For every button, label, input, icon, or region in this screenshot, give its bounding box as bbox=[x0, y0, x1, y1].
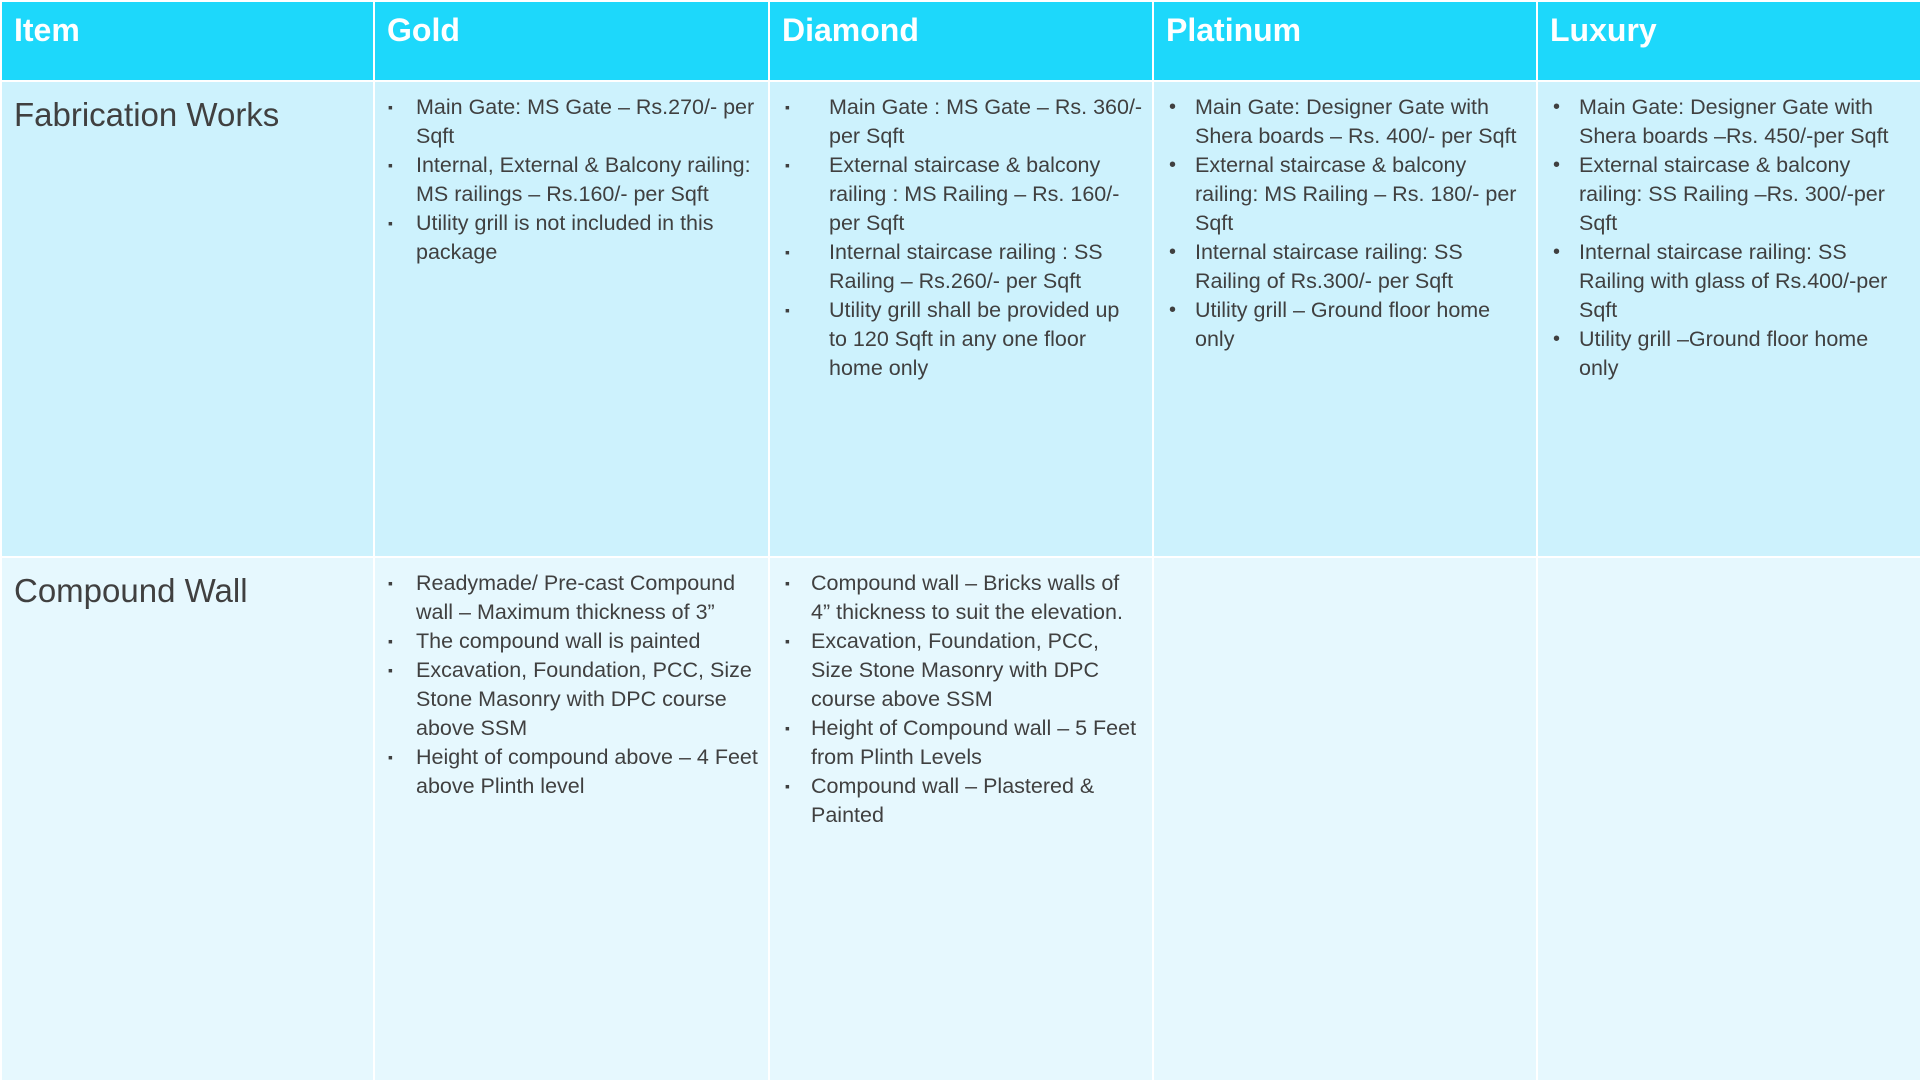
spec-item bbox=[388, 743, 759, 801]
header-platinum: Platinum bbox=[1153, 1, 1537, 81]
spec-text: Compound wall – Bricks walls of 4” thickness to suit the elevation. bbox=[811, 571, 1123, 624]
compound-luxury-cell bbox=[1537, 557, 1920, 1080]
header-gold: Gold bbox=[374, 1, 769, 81]
header-luxury: Luxury bbox=[1537, 1, 1920, 81]
spec-item bbox=[785, 772, 1143, 830]
spec-text: Compound wall – Plastered & Painted bbox=[811, 774, 1095, 827]
square-bullet-icon: ▪ bbox=[388, 215, 393, 231]
fabrication-luxury-cell bbox=[1537, 81, 1920, 557]
spec-text: Excavation, Foundation, PCC, Size Stone Masonry with DPC course above SSM bbox=[416, 658, 752, 740]
spec-text: Utility grill –Ground floor home only bbox=[1579, 327, 1869, 380]
spec-item bbox=[1553, 238, 1911, 325]
spec-text: Utility grill is not included in this package bbox=[416, 211, 714, 264]
spec-list bbox=[771, 559, 1151, 830]
square-bullet-icon: ▪ bbox=[388, 662, 393, 678]
spec-text: Readymade/ Pre-cast Compound wall – Maximum thickness of 3” bbox=[416, 571, 736, 624]
spec-text: Utility grill shall be provided up to 120 Sqft in any one floor home only bbox=[829, 298, 1120, 380]
spec-item bbox=[785, 627, 1143, 714]
spec-text: External staircase & balcony railing: MS Railing – Rs. 180/- per Sqft bbox=[1195, 153, 1517, 235]
spec-item bbox=[1553, 151, 1911, 238]
spec-item bbox=[1553, 93, 1911, 151]
spec-text: Internal staircase railing: SS Railing with glass of Rs.400/-per Sqft bbox=[1579, 240, 1888, 322]
round-bullet-icon: • bbox=[1553, 96, 1561, 118]
spec-list bbox=[1539, 83, 1919, 383]
spec-item bbox=[388, 209, 759, 267]
spec-item bbox=[785, 238, 1143, 296]
item-compound-wall: Compound Wall bbox=[1, 557, 374, 1080]
fabrication-platinum-cell bbox=[1153, 81, 1537, 557]
header-diamond: Diamond bbox=[769, 1, 1153, 81]
spec-text: Internal, External & Balcony railing: MS railings – Rs.160/- per Sqft bbox=[416, 153, 751, 206]
spec-item bbox=[785, 93, 1143, 151]
round-bullet-icon: • bbox=[1553, 154, 1561, 176]
item-fabrication-works: Fabrication Works bbox=[1, 81, 374, 557]
spec-list bbox=[1155, 83, 1535, 354]
square-bullet-icon: ▪ bbox=[785, 575, 790, 591]
spec-text: Excavation, Foundation, PCC, Size Stone Masonry with DPC course above SSM bbox=[811, 629, 1100, 711]
row-fabrication-works bbox=[1, 81, 1920, 557]
round-bullet-icon: • bbox=[1169, 241, 1177, 263]
square-bullet-icon: ▪ bbox=[388, 99, 393, 115]
square-bullet-icon: ▪ bbox=[388, 749, 393, 765]
square-bullet-icon: ▪ bbox=[388, 157, 393, 173]
square-bullet-icon: ▪ bbox=[785, 99, 790, 115]
compound-diamond-cell bbox=[769, 557, 1153, 1080]
spec-item bbox=[388, 569, 759, 627]
row-compound-wall bbox=[1, 557, 1920, 1080]
spec-item bbox=[1169, 93, 1527, 151]
spec-item bbox=[1169, 151, 1527, 238]
spec-text: Internal staircase railing: SS Railing of Rs.300/- per Sqft bbox=[1195, 240, 1463, 293]
fabrication-gold-cell bbox=[374, 81, 769, 557]
square-bullet-icon: ▪ bbox=[785, 633, 790, 649]
header-item: Item bbox=[1, 1, 374, 81]
spec-list bbox=[376, 83, 767, 267]
spec-list bbox=[376, 559, 767, 801]
square-bullet-icon: ▪ bbox=[785, 244, 790, 260]
round-bullet-icon: • bbox=[1553, 241, 1561, 263]
round-bullet-icon: • bbox=[1169, 96, 1177, 118]
spec-list bbox=[771, 83, 1151, 383]
round-bullet-icon: • bbox=[1169, 299, 1177, 321]
square-bullet-icon: ▪ bbox=[785, 302, 790, 318]
spec-text: External staircase & balcony railing : MS Railing – Rs. 160/- per Sqft bbox=[829, 153, 1120, 235]
spec-item bbox=[388, 627, 759, 656]
spec-item bbox=[388, 656, 759, 743]
spec-text: Main Gate : MS Gate – Rs. 360/- per Sqft bbox=[829, 95, 1143, 148]
spec-text: Height of Compound wall – 5 Feet from Plinth Levels bbox=[811, 716, 1137, 769]
spec-text: The compound wall is painted bbox=[416, 629, 701, 653]
spec-text: Height of compound above – 4 Feet above Plinth level bbox=[416, 745, 758, 798]
spec-item bbox=[1553, 325, 1911, 383]
spec-item bbox=[785, 151, 1143, 238]
square-bullet-icon: ▪ bbox=[388, 575, 393, 591]
spec-item bbox=[785, 569, 1143, 627]
spec-item bbox=[785, 296, 1143, 383]
square-bullet-icon: ▪ bbox=[785, 720, 790, 736]
square-bullet-icon: ▪ bbox=[785, 778, 790, 794]
square-bullet-icon: ▪ bbox=[785, 157, 790, 173]
spec-item bbox=[388, 151, 759, 209]
round-bullet-icon: • bbox=[1169, 154, 1177, 176]
spec-item bbox=[1169, 238, 1527, 296]
spec-text: Main Gate: Designer Gate with Shera boards – Rs. 400/- per Sqft bbox=[1195, 95, 1517, 148]
spec-item bbox=[388, 93, 759, 151]
spec-text: External staircase & balcony railing: SS Railing –Rs. 300/-per Sqft bbox=[1579, 153, 1885, 235]
fabrication-diamond-cell bbox=[769, 81, 1153, 557]
spec-item bbox=[785, 714, 1143, 772]
compound-gold-cell bbox=[374, 557, 769, 1080]
spec-text: Main Gate: MS Gate – Rs.270/- per Sqft bbox=[416, 95, 755, 148]
spec-text: Main Gate: Designer Gate with Shera boards –Rs. 450/-per Sqft bbox=[1579, 95, 1889, 148]
round-bullet-icon: • bbox=[1553, 328, 1561, 350]
spec-text: Internal staircase railing : SS Railing – Rs.260/- per Sqft bbox=[829, 240, 1103, 293]
spec-text: Utility grill – Ground floor home only bbox=[1195, 298, 1491, 351]
spec-item bbox=[1169, 296, 1527, 354]
compound-platinum-cell bbox=[1153, 557, 1537, 1080]
square-bullet-icon: ▪ bbox=[388, 633, 393, 649]
header-row bbox=[1, 1, 1920, 81]
